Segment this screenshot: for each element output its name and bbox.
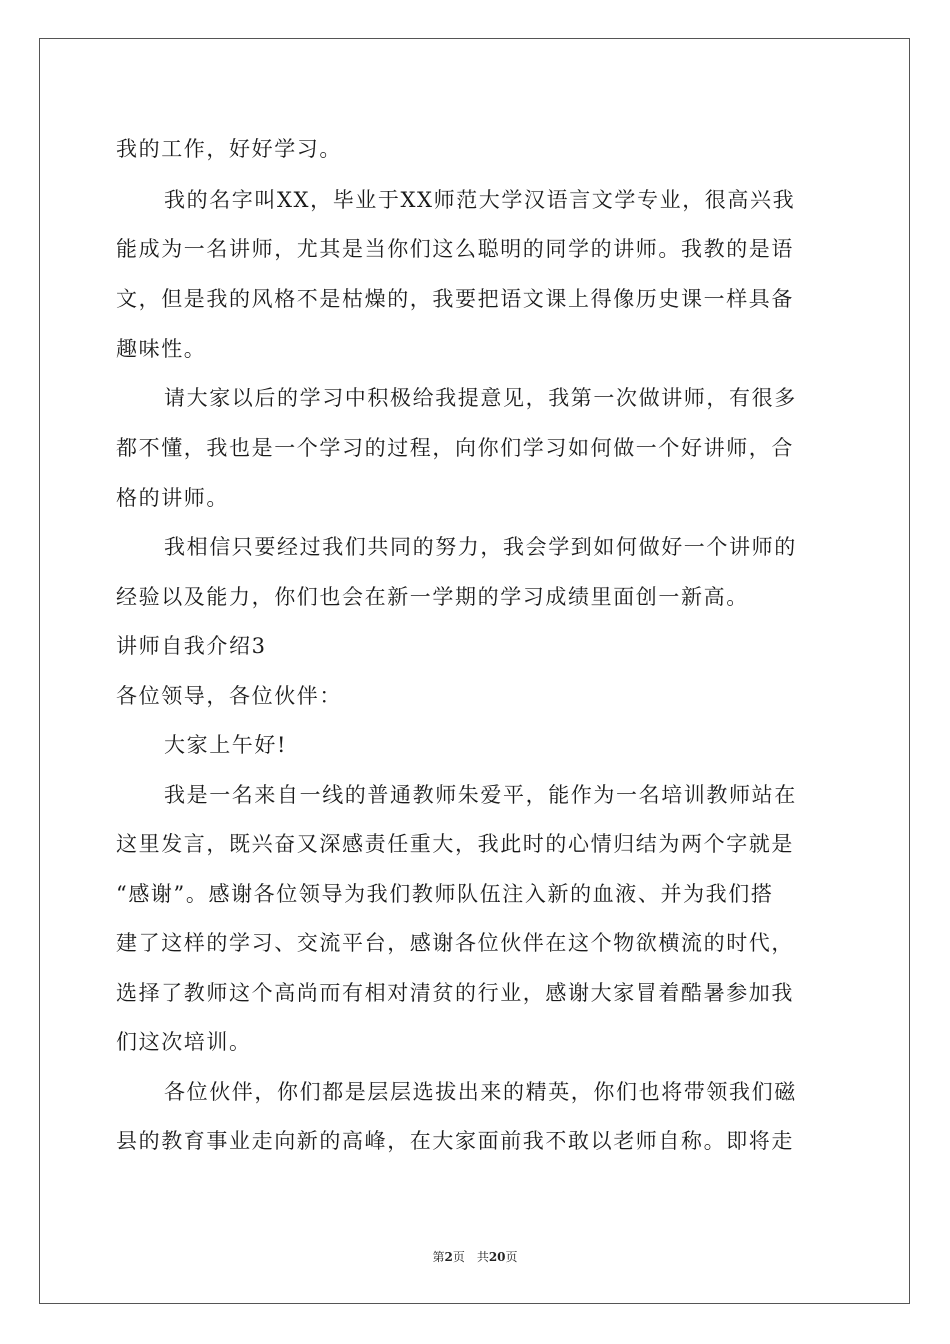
- page-mid: 页 共: [452, 1250, 489, 1264]
- text-line: 都不懂，我也是一个学习的过程，向你们学习如何做一个好讲师，合: [116, 436, 794, 460]
- text-line: 们这次培训。: [116, 1030, 252, 1054]
- text-line: 我的工作，好好学习。: [116, 137, 342, 161]
- text-line: 请大家以后的学习中积极给我提意见，我第一次做讲师，有很多: [164, 386, 797, 410]
- text-line: 我相信只要经过我们共同的努力，我会学到如何做好一个讲师的: [164, 535, 797, 559]
- page-prefix: 第: [432, 1250, 445, 1264]
- text-line: 趣味性。: [116, 337, 207, 361]
- text-line: 建了这样的学习、交流平台，感谢各位伙伴在这个物欲横流的时代，: [116, 931, 794, 955]
- page-number: 2: [444, 1250, 453, 1264]
- text-line: 各位伙伴，你们都是层层选拔出来的精英，你们也将带领我们磁: [164, 1080, 797, 1104]
- text-line: 我是一名来自一线的普通教师朱爱平，能作为一名培训教师站在: [164, 783, 797, 807]
- section-heading: 讲师自我介绍3: [116, 634, 267, 658]
- text-line: 格的讲师。: [116, 486, 229, 510]
- text-line: 县的教育事业走向新的高峰，在大家面前我不敢以老师自称。即将走: [116, 1129, 794, 1153]
- text-line: 这里发言，既兴奋又深感责任重大，我此时的心情归结为两个字就是: [116, 832, 794, 856]
- salutation: 各位领导，各位伙伴：: [116, 684, 342, 708]
- text-line: 我的名字叫XX，毕业于XX师范大学汉语言文学专业，很高兴我: [164, 188, 796, 212]
- page-footer: [0, 1248, 950, 1265]
- page-suffix: 页: [505, 1250, 518, 1264]
- text-line: 选择了教师这个高尚而有相对清贫的行业，感谢大家冒着酷暑参加我: [116, 981, 794, 1005]
- page-border: [39, 38, 910, 1304]
- text-line: 能成为一名讲师，尤其是当你们这么聪明的同学的讲师。我教的是语: [116, 237, 794, 261]
- total-pages: 20: [488, 1250, 506, 1264]
- text-line: 经验以及能力，你们也会在新一学期的学习成绩里面创一新高。: [116, 585, 749, 609]
- text-line: “感谢”。感谢各位领导为我们教师队伍注入新的血液、并为我们搭: [116, 882, 774, 906]
- greeting: 大家上午好!: [164, 733, 288, 757]
- text-line: 文，但是我的风格不是枯燥的，我要把语文课上得像历史课一样具备: [116, 287, 794, 311]
